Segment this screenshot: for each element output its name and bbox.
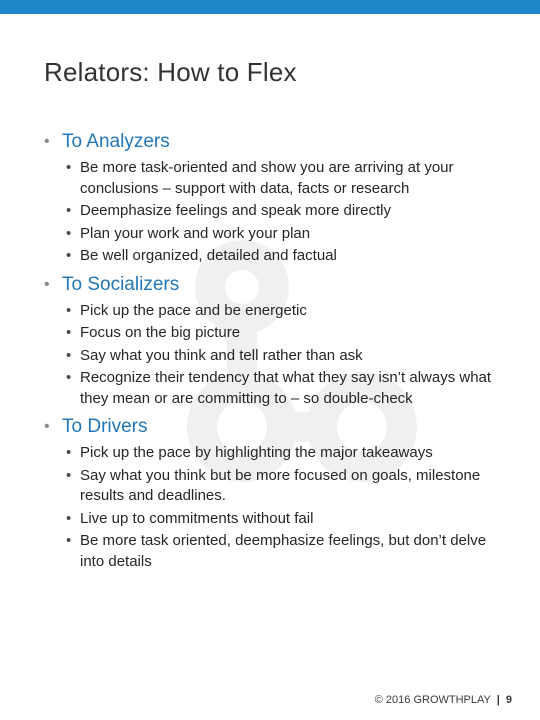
list-item [66, 224, 514, 245]
bullet-icon: • [66, 444, 72, 461]
bullet-list [44, 158, 514, 267]
bullet-icon: • [66, 202, 72, 219]
bullet-icon: • [66, 224, 72, 242]
bullet-list [44, 443, 514, 572]
bullet-icon: • [66, 301, 72, 319]
copyright-text: © 2016 GROWTHPLAY [374, 694, 491, 706]
slide-footer [375, 694, 512, 706]
page-number: 9 [505, 694, 512, 706]
list-item-text: Pick up the pace and be energetic [80, 301, 307, 319]
list-item [66, 301, 514, 322]
footer-separator: | [496, 694, 500, 706]
section-heading [44, 273, 514, 297]
list-item-text: Recognize their tendency that what they say isn’t always what they mean or are committing to – so double-check [80, 369, 492, 407]
section-heading-label: To Socializers [62, 273, 180, 295]
section-heading-label: To Analyzers [62, 131, 170, 152]
list-item-text: Say what you think but be more focused on goals, milestone results and deadlines. [80, 466, 481, 504]
slide-content [44, 130, 514, 578]
slide-title: Relators: How to Flex [44, 57, 297, 87]
bullet-icon: • [66, 532, 72, 549]
bullet-icon: • [44, 418, 50, 435]
list-item [66, 346, 514, 367]
bullet-list [44, 301, 514, 410]
list-item [66, 466, 514, 507]
bullet-icon: • [66, 346, 72, 364]
list-item-text: Live up to commitments without fail [80, 509, 314, 527]
list-item-text: Pick up the pace by highlighting the major takeaways [80, 444, 433, 461]
list-item [66, 246, 514, 267]
bullet-icon: • [66, 466, 72, 484]
section-analyzers [44, 130, 514, 267]
list-item [66, 201, 514, 222]
top-accent-bar [0, 0, 540, 14]
bullet-icon: • [66, 324, 72, 341]
list-item [66, 531, 514, 572]
list-item-text: Be well organized, detailed and factual [80, 247, 337, 264]
bullet-icon: • [44, 133, 50, 150]
section-drivers [44, 415, 514, 572]
list-item [66, 323, 514, 344]
list-item-text: Plan your work and work your plan [80, 224, 311, 242]
bullet-icon: • [66, 247, 72, 264]
section-heading-label: To Drivers [62, 416, 148, 437]
list-item-text: Be more task-oriented and show you are arriving at your conclusions – support with data, facts or research [80, 159, 454, 197]
bullet-icon: • [44, 275, 50, 293]
list-item [66, 509, 514, 530]
list-item-text: Be more task oriented, deemphasize feelings, but don’t delve into details [80, 532, 487, 570]
section-heading [44, 415, 514, 439]
bullet-icon: • [66, 369, 72, 386]
bullet-icon: • [66, 509, 72, 527]
list-item-text: Deemphasize feelings and speak more directly [80, 202, 391, 219]
section-socializers [44, 273, 514, 410]
list-item [66, 443, 514, 464]
list-item [66, 368, 514, 409]
list-item-text: Say what you think and tell rather than ask [80, 346, 363, 364]
bullet-icon: • [66, 159, 72, 176]
section-heading [44, 130, 514, 154]
list-item-text: Focus on the big picture [80, 324, 241, 341]
list-item [66, 158, 514, 199]
